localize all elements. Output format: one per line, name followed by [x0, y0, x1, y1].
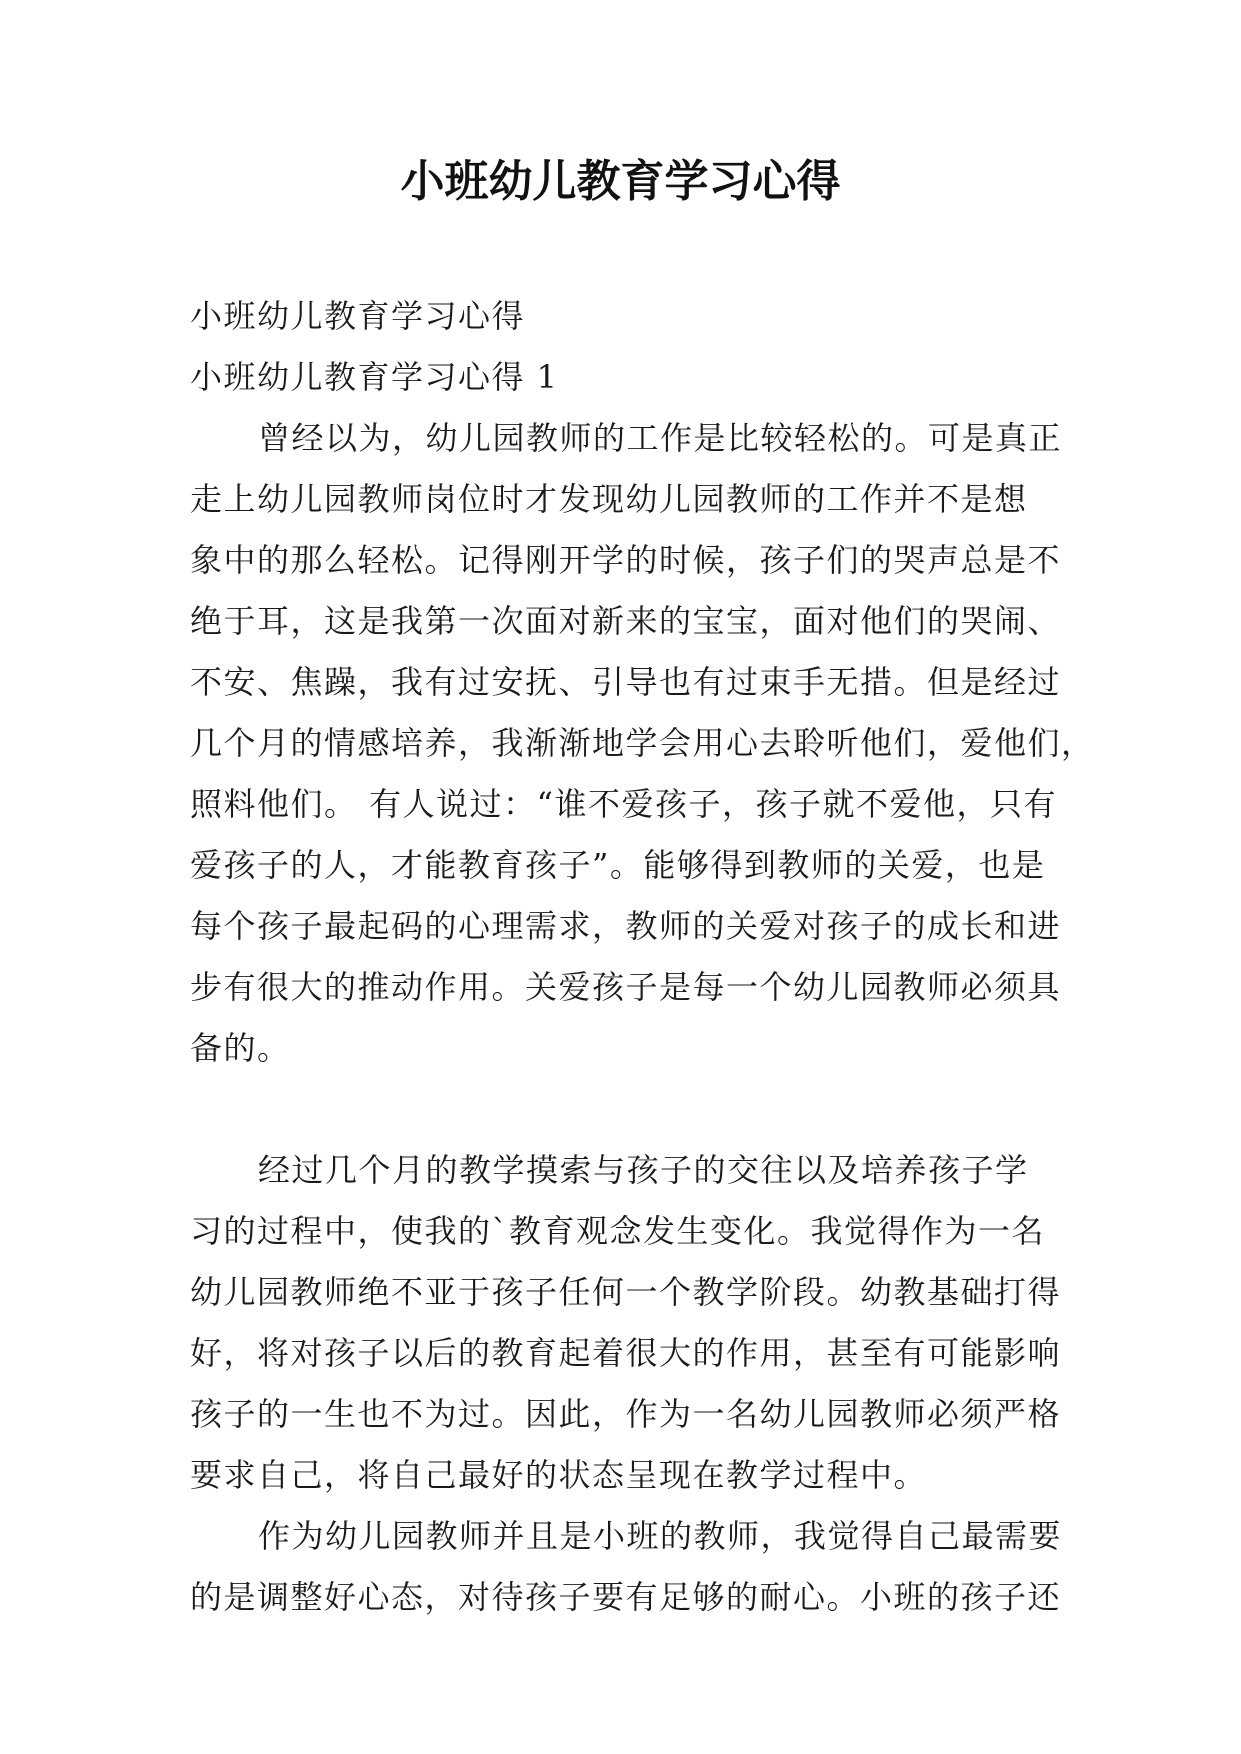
- paragraph-line: 每个孩子最起码的心理需求，教师的关爱对孩子的成长和进: [190, 907, 1062, 945]
- paragraph-1: [190, 408, 1095, 1079]
- paragraph-line: 好，将对孩子以后的教育起着很大的作用，甚至有可能影响: [190, 1334, 1062, 1372]
- paragraph-line: 几个月的情感培养，我渐渐地学会用心去聆听他们，爱他们，: [190, 724, 1095, 762]
- paragraph-line: 幼儿园教师绝不亚于孩子任何一个教学阶段。幼教基础打得: [190, 1273, 1062, 1311]
- document-body: [190, 286, 1095, 1628]
- paragraph-line: 孩子的一生也不为过。因此，作为一名幼儿园教师必须严格: [190, 1395, 1062, 1433]
- document-subtitle: 小班幼儿教育学习心得: [190, 297, 526, 335]
- paragraph-gap: [190, 1079, 1052, 1140]
- paragraph-line: 习的过程中，使我的`教育观念发生变化。我觉得作为一名: [190, 1212, 1046, 1250]
- paragraph-line: 爱孩子的人，才能教育孩子”。能够得到教师的关爱，也是: [190, 846, 1046, 884]
- paragraph-line: 象中的那么轻松。记得刚开学的时候，孩子们的哭声总是不: [190, 541, 1062, 579]
- paragraph-line: 的是调整好心态，对待孩子要有足够的耐心。小班的孩子还: [190, 1578, 1062, 1616]
- paragraph-line: 步有很大的推动作用。关爱孩子是每一个幼儿园教师必须具: [190, 968, 1062, 1006]
- paragraph-line: 照料他们。 有人说过：“谁不爱孩子，孩子就不爱他，只有: [190, 785, 1058, 823]
- paragraph-line: 绝于耳，这是我第一次面对新来的宝宝，面对他们的哭闹、: [190, 602, 1062, 640]
- paragraph-line: 要求自己，将自己最好的状态呈现在教学过程中。: [190, 1456, 928, 1494]
- paragraph-line: 走上幼儿园教师岗位时才发现幼儿园教师的工作并不是想: [190, 480, 1028, 518]
- paragraph-2: [190, 1140, 1062, 1506]
- paragraph-3: [190, 1506, 1063, 1628]
- paragraph-line: 曾经以为，幼儿园教师的工作是比较轻松的。可是真正: [258, 419, 1063, 457]
- document-title: 小班幼儿教育学习心得: [400, 156, 841, 207]
- paragraph-line: 不安、焦躁，我有过安抚、引导也有过束手无措。但是经过: [190, 663, 1062, 701]
- section-heading: 小班幼儿教育学习心得 1: [190, 358, 559, 396]
- paragraph-line: 经过几个月的教学摸索与孩子的交往以及培养孩子学: [258, 1151, 1029, 1189]
- paragraph-line: 作为幼儿园教师并且是小班的教师，我觉得自己最需要: [258, 1517, 1063, 1555]
- paragraph-line: 备的。: [190, 1029, 291, 1067]
